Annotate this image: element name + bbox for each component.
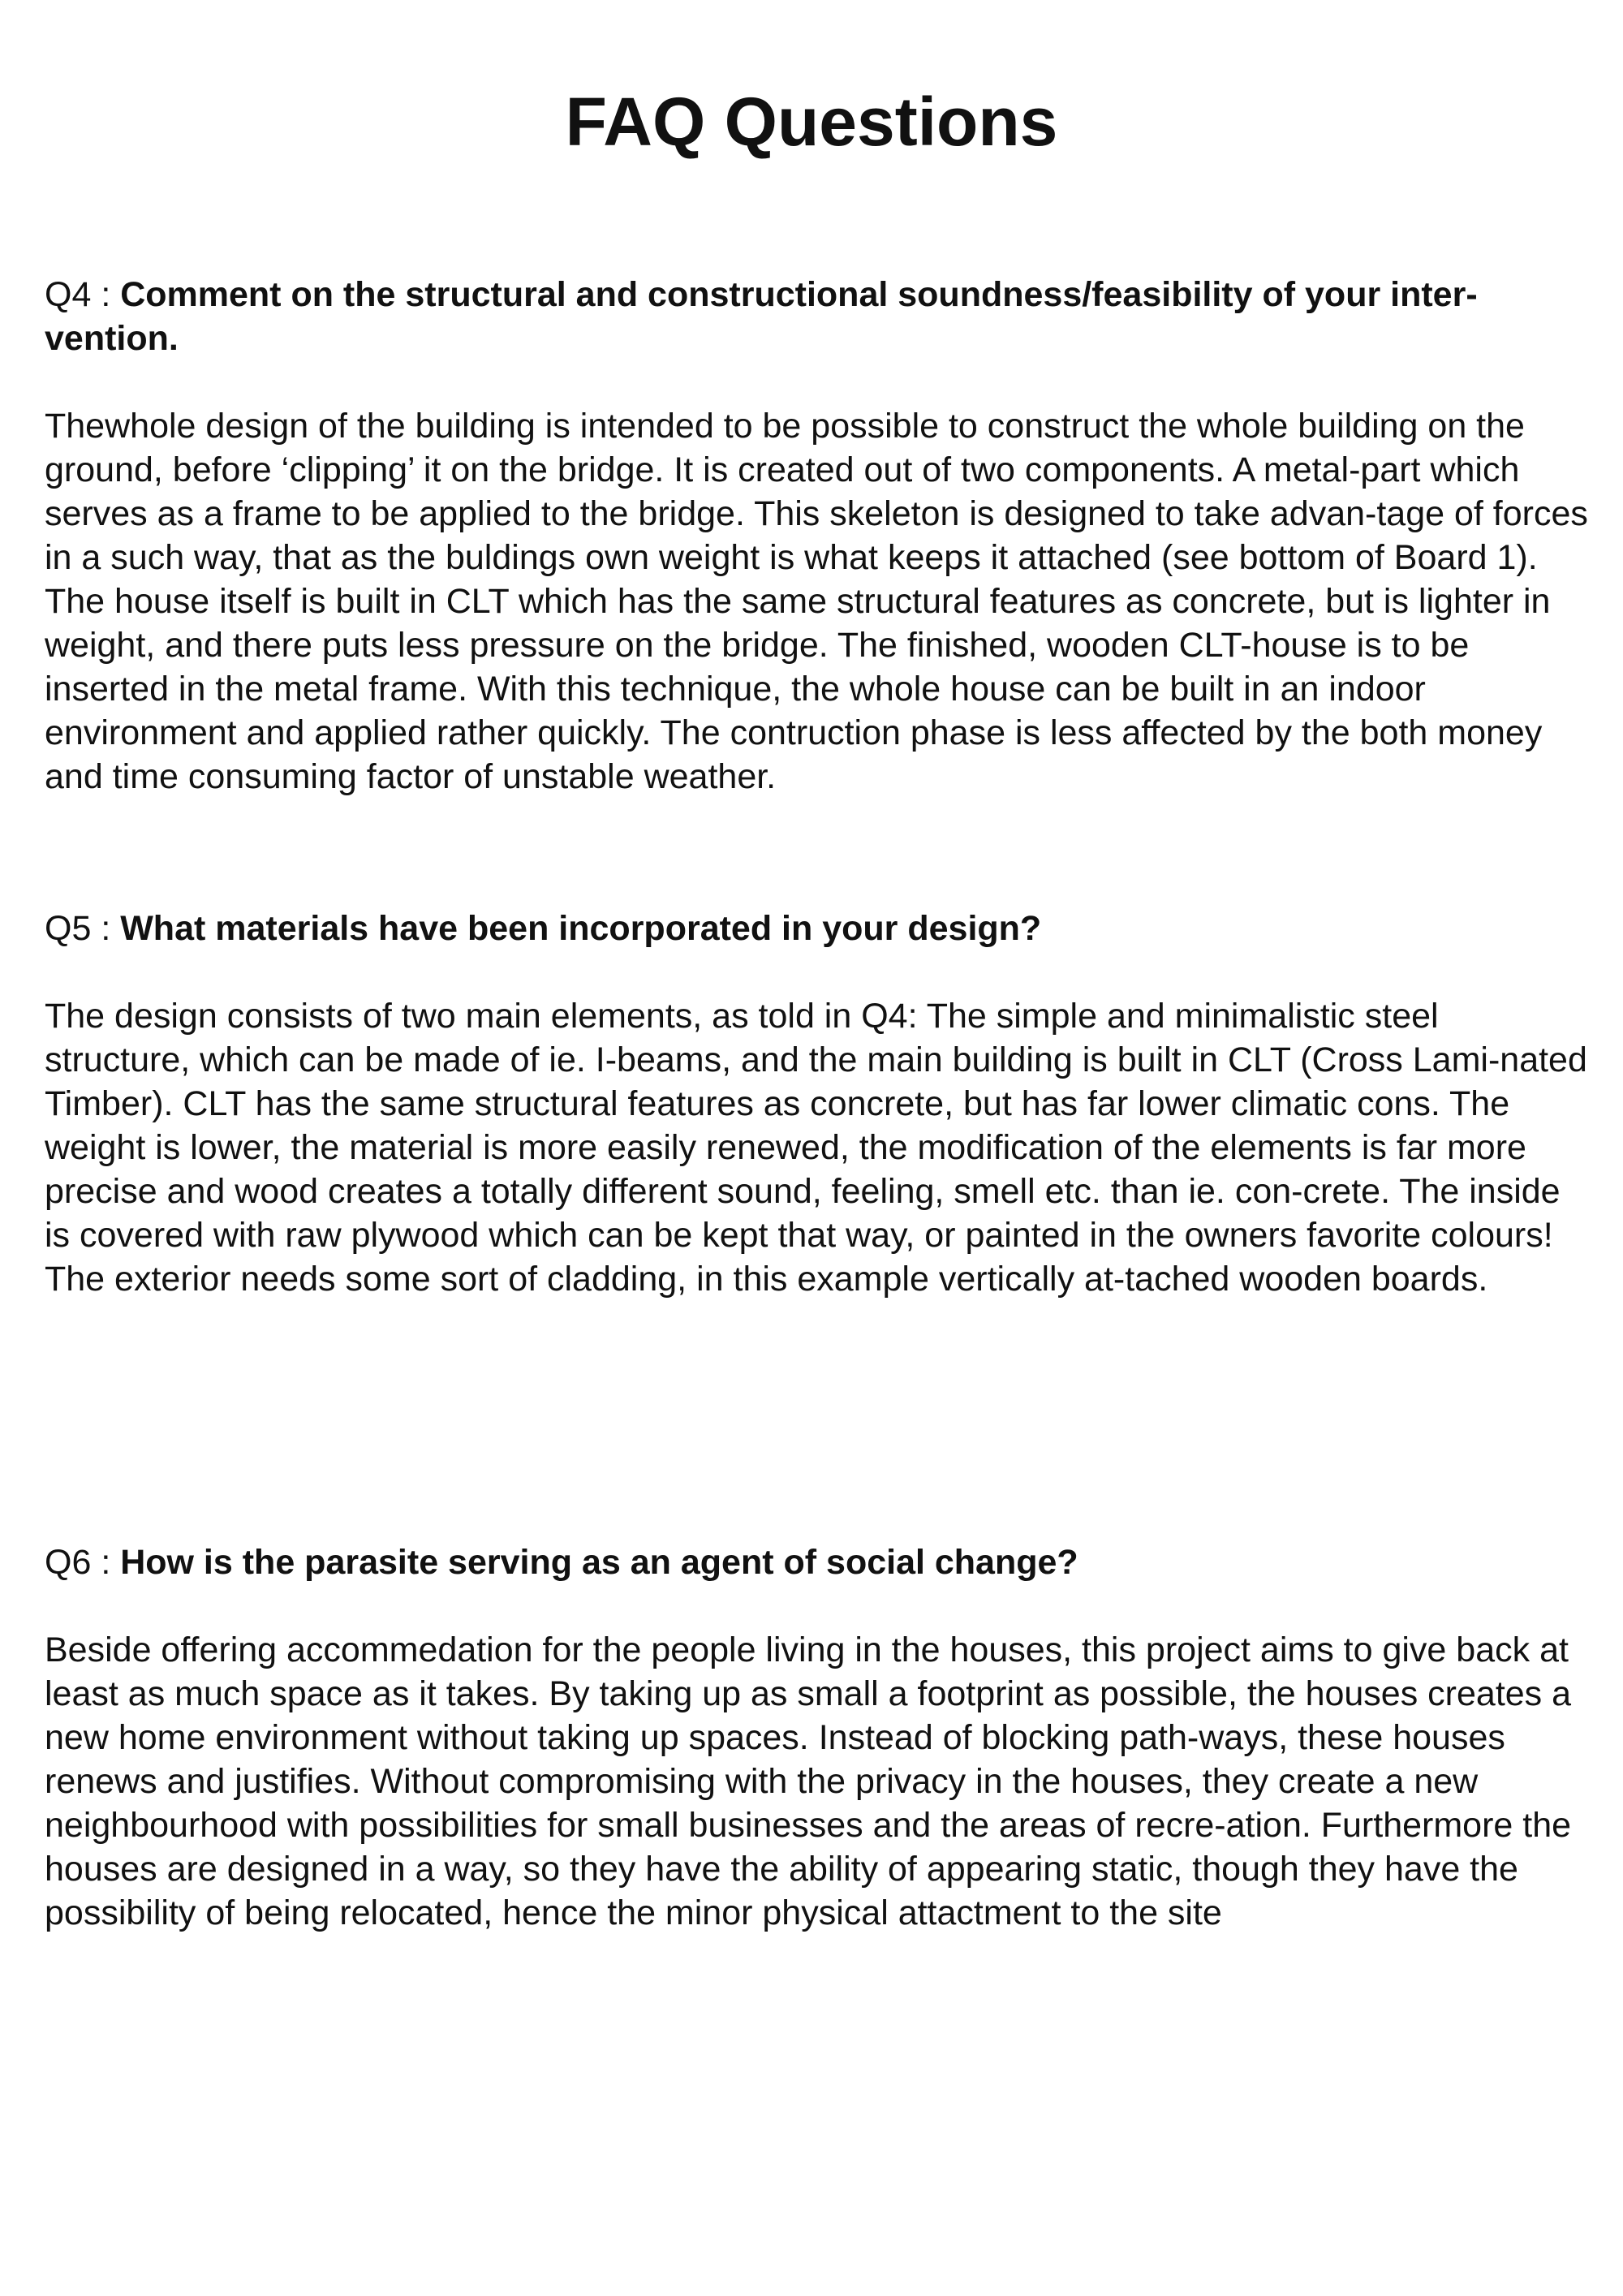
question-heading: [45, 1540, 1591, 1584]
question-label: Q6: [45, 1543, 92, 1582]
answer-text: Beside offering accommedation for the people living in the houses, this project aims to give back at least as much space as it takes. By taking up as small a footprint as possible, the houses creates a new home environment without taking up spaces. Instead of blocking path-ways, these houses renews and justifies. Without compromising with the privacy in the houses, they create a new neighbourhood with possibilities for small businesses and the areas of recre-ation. Furthermore the houses are designed in a way, so they have the ability of appearing static, though they have the possibility of being relocated, hence the minor physical attactment to the site: [45, 1630, 1572, 1932]
question-text: Comment on the structural and constructional soundness/feasibility of your inter-vention.: [45, 275, 1478, 358]
question-label: Q4: [45, 275, 92, 314]
page-title: FAQ Questions: [565, 84, 1058, 160]
question-separator: :: [91, 1543, 121, 1582]
question-text: How is the parasite serving as an agent of social change?: [120, 1543, 1078, 1582]
answer-text: Thewhole design of the building is intended to be possible to construct the whole building on the ground, before ‘clipping’ it on the bridge. It is created out of two components. A metal-part which serves as a frame to be applied to the bridge. This skeleton is designed to take advan-tage of forces in a such way, that as the buldings own weight is what keeps it attached (see bottom of Board 1). The house itself is built in CLT which has the same structural features as concrete, but is lighter in weight, and there puts less pressure on the bridge. The finished, wooden CLT-house is to be inserted in the metal frame. With this technique, the whole house can be built in an indoor environment and applied rather quickly. The contruction phase is less affected by the both money and time consuming factor of unstable weather.: [45, 407, 1588, 796]
question-text: What materials have been incorporated in your design?: [120, 909, 1042, 948]
question-label: Q5: [45, 909, 92, 948]
question-separator: :: [91, 909, 121, 948]
question-heading: [45, 273, 1591, 360]
question-heading: [45, 907, 1591, 950]
answer-text: The design consists of two main elements, as told in Q4: The simple and minimalistic steel structure, which can be made of ie. I-beams, and the main building is built in CLT (Cross Lami-nated Timber). CLT has the same structural features as concrete, but has far lower climatic cons. The weight is lower, the material is more easily renewed, the modification of the elements is far more precise and wood creates a totally different sound, feeling, smell etc. than ie. con-crete. The inside is covered with raw plywood which can be kept that way, or painted in the owners favorite colours! The exterior needs some sort of cladding, in this example vertically at-tached wooden boards.: [45, 997, 1587, 1299]
faq-item-q5: [45, 907, 1591, 1301]
faq-item-q6: [45, 1540, 1591, 1935]
question-separator: :: [91, 275, 121, 314]
faq-item-q4: [45, 273, 1591, 799]
